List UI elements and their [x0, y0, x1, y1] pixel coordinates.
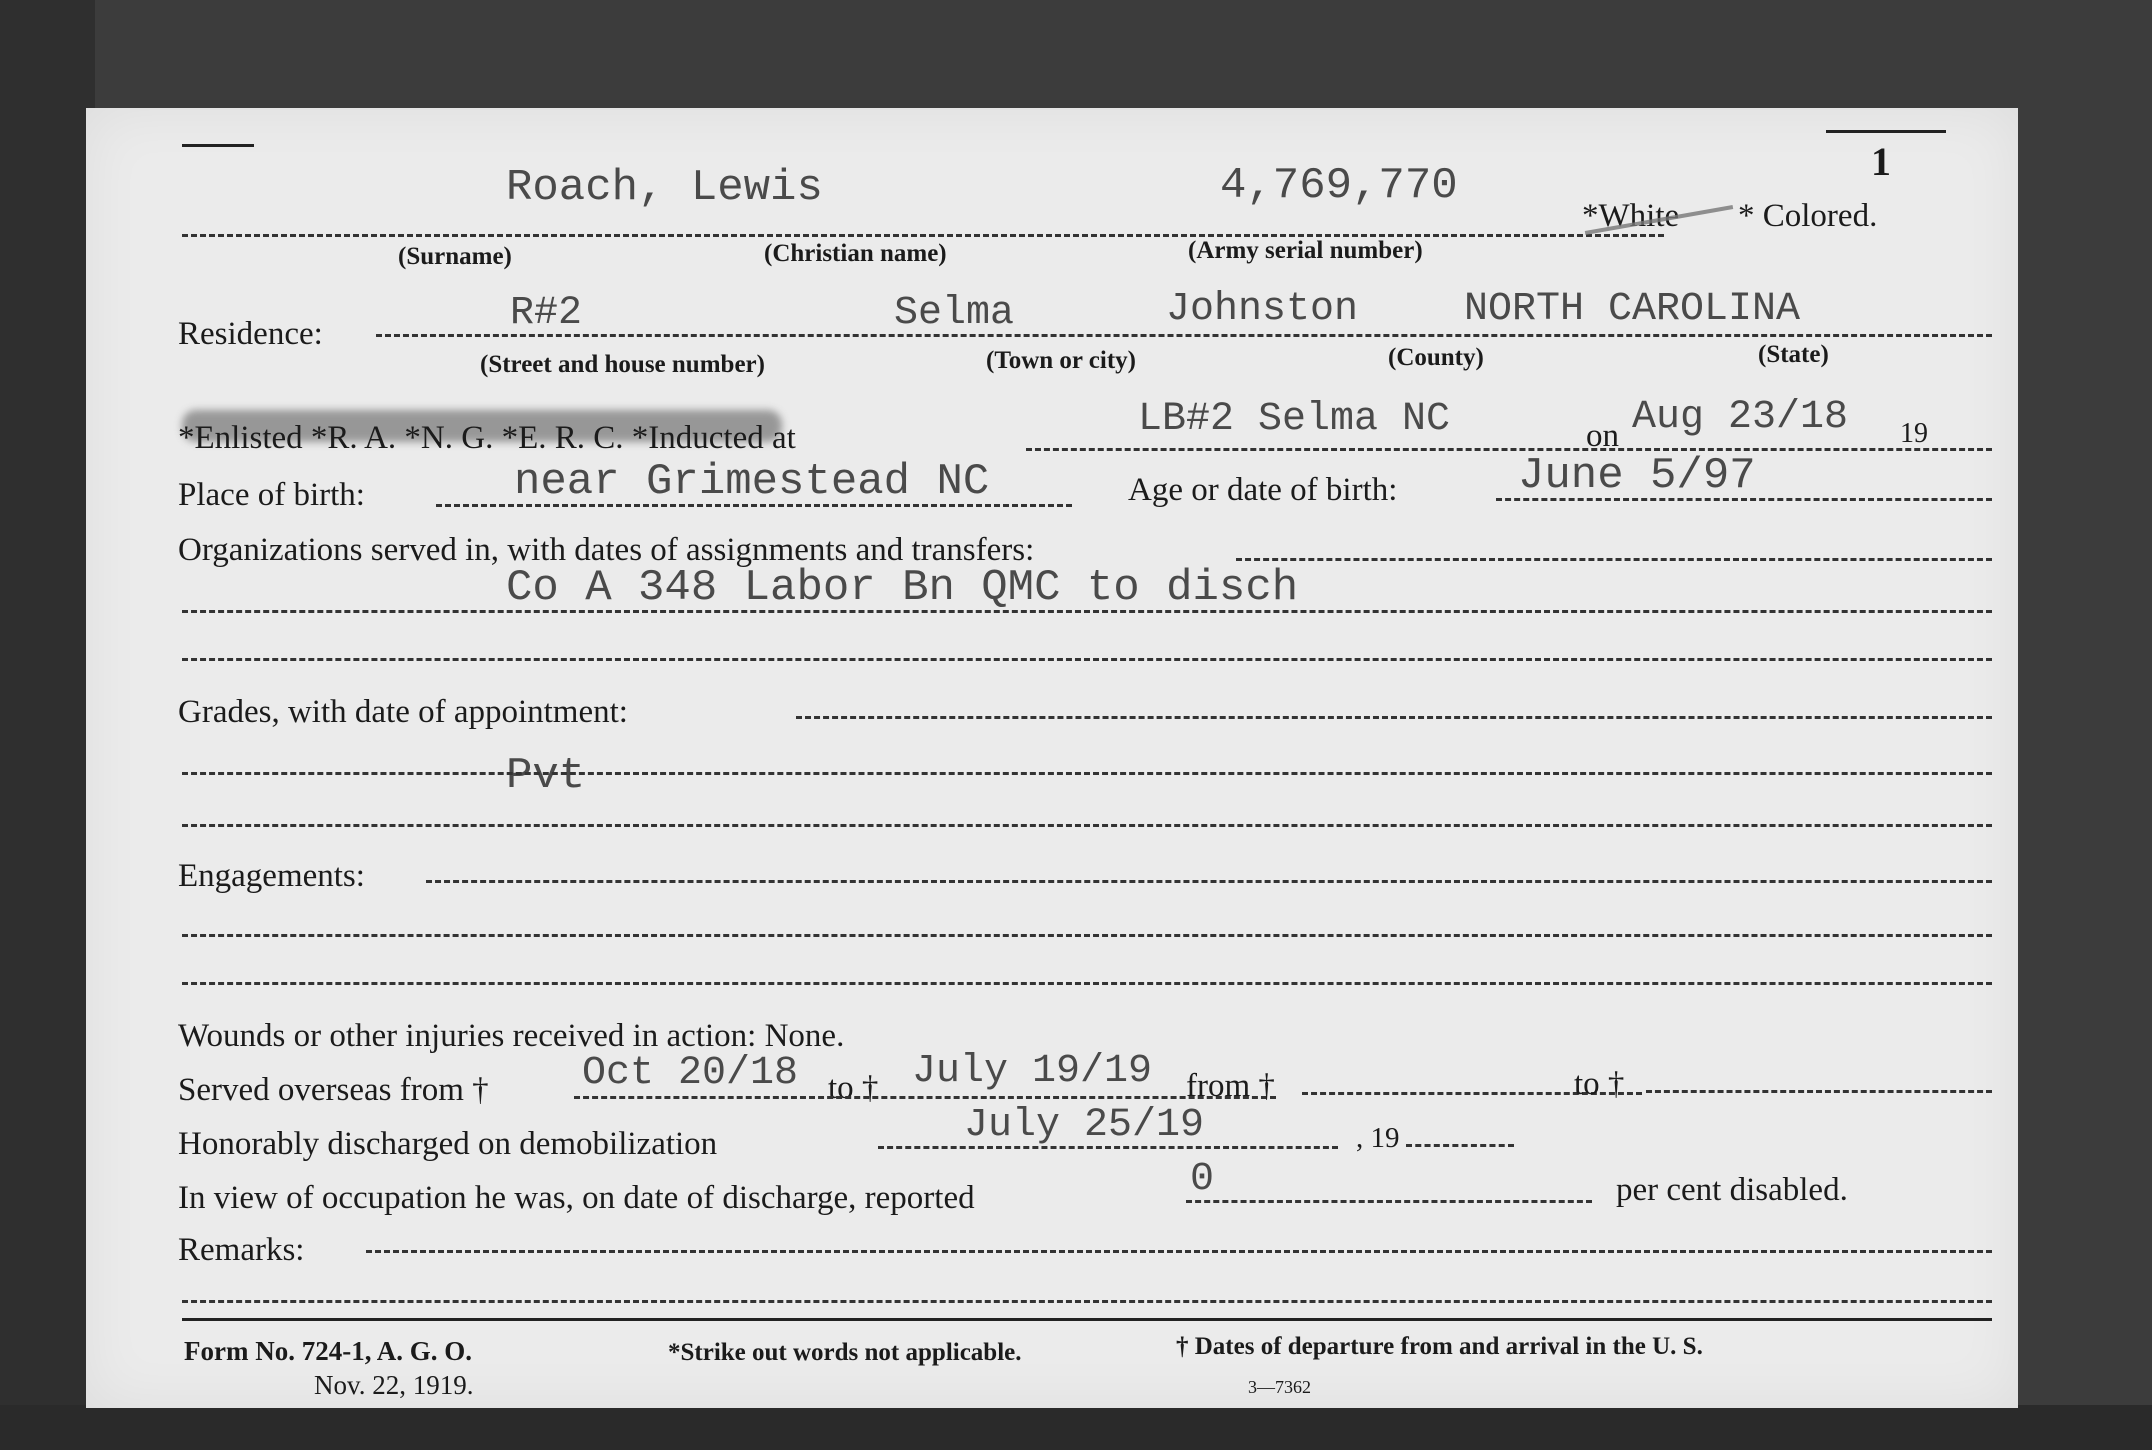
- wounds-label: Wounds or other injuries received in action: None.: [178, 1018, 845, 1054]
- card-number: 1: [1871, 139, 1891, 184]
- grades-line-2: [182, 772, 1992, 775]
- age-label: Age or date of birth:: [1128, 472, 1398, 508]
- service-record-card: [86, 108, 2018, 1408]
- organizations-line-1: [1236, 558, 1992, 561]
- scan-background-bottom: [0, 1405, 2152, 1450]
- residence-town: Selma: [894, 291, 1015, 336]
- birth-date-line: [1496, 498, 1992, 501]
- form-date: Nov. 22, 1919.: [314, 1370, 474, 1400]
- organizations-label: Organizations served in, with dates of assignments and transfers:: [178, 532, 1035, 568]
- scan-background-left: [0, 0, 95, 1450]
- birth-date: June 5/97: [1518, 451, 1756, 501]
- remarks-line-2: [182, 1300, 1992, 1303]
- overseas-to-label: to †: [828, 1070, 879, 1106]
- caption-surname: (Surname): [398, 243, 512, 270]
- print-code: 3—7362: [1248, 1377, 1311, 1397]
- discharge-year-line: [1406, 1144, 1514, 1147]
- name-line: [182, 234, 1664, 237]
- inducted-place: LB#2 Selma NC: [1138, 397, 1451, 442]
- caption-serial: (Army serial number): [1188, 237, 1423, 264]
- inducted-on-label: on: [1586, 418, 1619, 454]
- residence-state: NORTH CAROLINA: [1464, 287, 1801, 332]
- top-right-rule: [1826, 130, 1946, 133]
- caption-county: (County): [1388, 344, 1484, 371]
- overseas-from-date: Oct 20/18: [582, 1051, 799, 1096]
- occupation-line: [1186, 1200, 1592, 1203]
- birth-place: near Grimestead NC: [514, 457, 990, 507]
- inducted-line: [1026, 448, 1992, 451]
- enlisted-inducted-label: *Enlisted *R. A. *N. G. *E. R. C. *Inducted at: [178, 420, 796, 456]
- surname-christian-name: Roach, Lewis: [506, 163, 823, 213]
- birth-place-line: [436, 504, 1072, 507]
- form-number: Form No. 724-1, A. G. O.: [184, 1336, 472, 1366]
- army-serial-number: 4,769,770: [1220, 161, 1458, 211]
- discharge-label: Honorably discharged on demobilization: [178, 1126, 718, 1162]
- overseas-to2-label: to †: [1574, 1066, 1625, 1102]
- remarks-line-1: [366, 1250, 1992, 1253]
- remarks-label: Remarks:: [178, 1232, 305, 1268]
- discharge-year: , 19: [1356, 1122, 1400, 1154]
- dates-note: † Dates of departure from and arrival in the U. S.: [1176, 1333, 1703, 1360]
- grade-value: Pvt: [506, 751, 586, 801]
- caption-state: (State): [1758, 341, 1829, 368]
- overseas-line-3: [1646, 1090, 1992, 1093]
- engagements-line-1: [426, 880, 1992, 883]
- race-colored-option: * Colored.: [1738, 198, 1878, 234]
- residence-street: R#2: [510, 291, 583, 336]
- overseas-to-date: July 19/19: [912, 1049, 1153, 1094]
- disabled-percent: 0: [1190, 1157, 1215, 1202]
- overseas-from2-label: from †: [1186, 1068, 1275, 1104]
- birth-place-label: Place of birth:: [178, 477, 365, 513]
- inducted-year: 19: [1900, 418, 1928, 449]
- grades-line-3: [182, 824, 1992, 827]
- top-left-rule: [182, 144, 254, 147]
- overseas-line-1: [574, 1096, 1276, 1099]
- organizations-line-3: [182, 658, 1992, 661]
- grades-line-1: [796, 716, 1992, 719]
- inducted-date: Aug 23/18: [1632, 395, 1849, 440]
- discharge-line: [878, 1146, 1338, 1149]
- residence-label: Residence:: [178, 316, 323, 352]
- caption-christian-name: (Christian name): [764, 240, 947, 267]
- residence-line: [376, 334, 1992, 337]
- residence-county: Johnston: [1166, 287, 1359, 332]
- organizations-value: Co A 348 Labor Bn QMC to disch: [506, 563, 1299, 613]
- engagements-line-3: [182, 982, 1992, 985]
- engagements-label: Engagements:: [178, 858, 365, 894]
- strike-out-note: *Strike out words not applicable.: [668, 1339, 1022, 1366]
- overseas-from-label: Served overseas from †: [178, 1072, 489, 1108]
- grades-label: Grades, with date of appointment:: [178, 694, 628, 730]
- race-white-option: *White: [1582, 198, 1680, 234]
- engagements-line-2: [182, 934, 1992, 937]
- caption-street: (Street and house number): [480, 351, 765, 378]
- disabled-suffix: per cent disabled.: [1616, 1172, 1848, 1208]
- organizations-line-2: [182, 610, 1992, 613]
- discharge-date: July 25/19: [964, 1103, 1205, 1148]
- caption-town: (Town or city): [986, 347, 1136, 374]
- occupation-label: In view of occupation he was, on date of discharge, reported: [178, 1180, 975, 1216]
- footer-rule: [182, 1318, 1992, 1321]
